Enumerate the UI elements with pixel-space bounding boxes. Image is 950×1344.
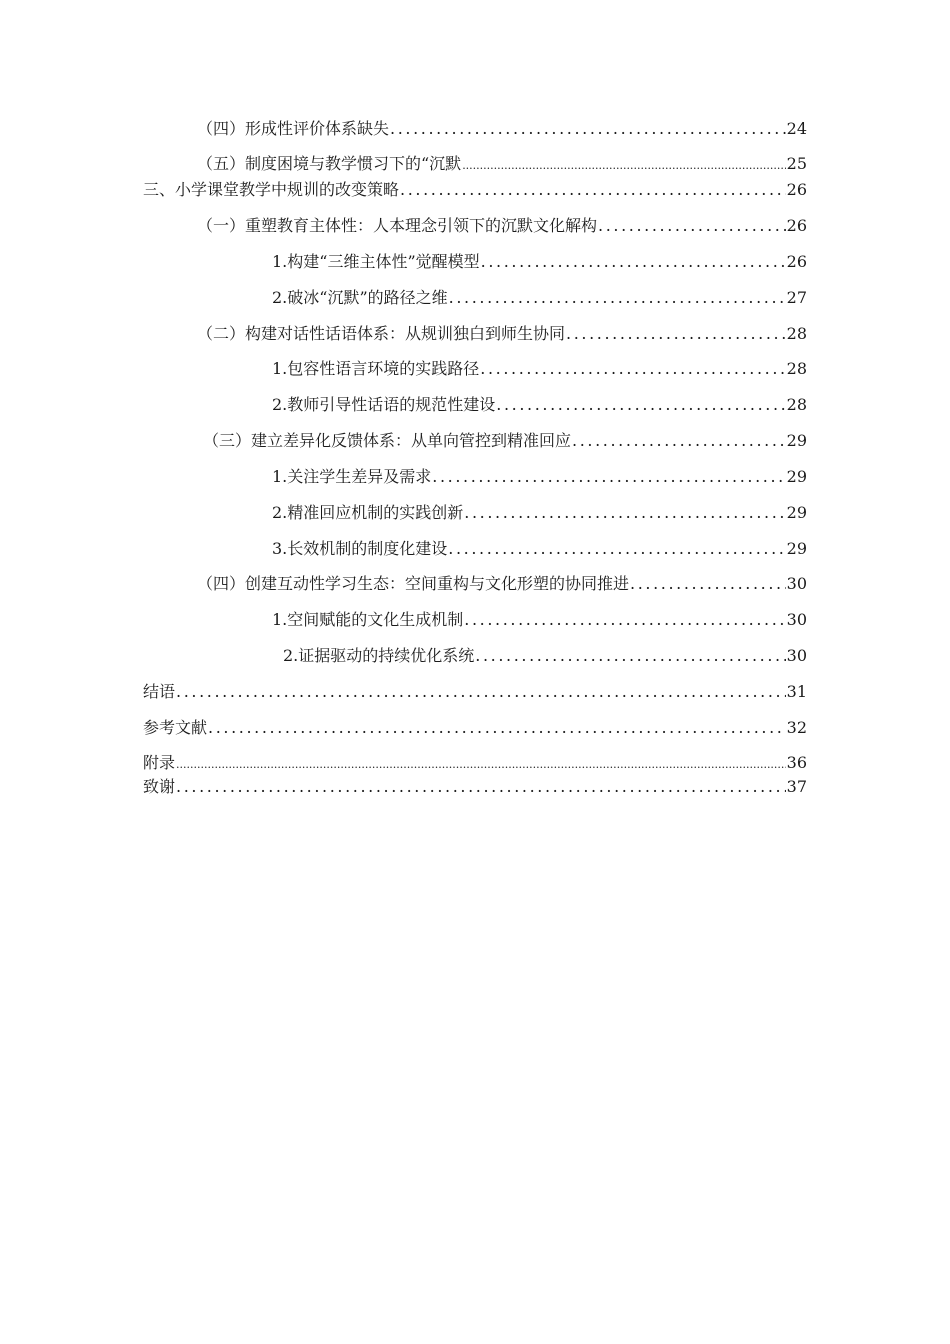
toc-entry[interactable]: [272, 538, 807, 560]
toc-entry-title: 1.构建“三维主体性”觉醒模型: [272, 252, 480, 271]
toc-entry-page: 37: [786, 777, 807, 796]
toc-dot-leader: [208, 717, 786, 739]
toc-entry-page: 30: [786, 646, 807, 665]
toc-entry-title: 2.破冰“沉默”的路径之维: [272, 288, 448, 307]
toc-entry-page: 27: [786, 288, 807, 307]
toc-dot-leader: [572, 430, 786, 452]
toc-entry[interactable]: [143, 179, 807, 201]
toc-entry-title: 2.教师引导性话语的规范性建设: [272, 395, 496, 414]
toc-dot-leader: [400, 179, 786, 201]
toc-entry[interactable]: [143, 681, 807, 703]
toc-entry[interactable]: [283, 645, 807, 667]
toc-entry[interactable]: [272, 358, 807, 380]
toc-entry-title: 3.长效机制的制度化建设: [272, 539, 448, 558]
toc-entry-page: 28: [786, 359, 807, 378]
toc-entry-title: 参考文献: [143, 718, 208, 737]
toc-entry-page: 26: [786, 180, 807, 199]
toc-entry-title: （五）制度困境与教学惯习下的“沉默: [197, 154, 462, 173]
toc-dot-leader: [449, 287, 786, 309]
toc-entry-page: 28: [786, 395, 807, 414]
toc-dot-leader: [176, 681, 786, 703]
toc-entry[interactable]: [272, 609, 807, 631]
toc-dot-leader: [448, 538, 785, 560]
toc-entry[interactable]: [143, 752, 807, 774]
toc-entry-page: 32: [786, 718, 807, 737]
toc-entry-title: （一）重塑教育主体性：人本理念引领下的沉默文化解构: [197, 216, 598, 235]
toc-entry-page: 29: [786, 539, 807, 558]
toc-dot-leader: [390, 118, 786, 140]
toc-dot-leader: [496, 394, 785, 416]
toc-entry-title: 三、小学课堂教学中规训的改变策略: [143, 180, 400, 199]
toc-dot-leader: [630, 573, 786, 595]
toc-entry-title: 致谢: [143, 777, 176, 796]
toc-entry-page: 30: [786, 574, 807, 593]
toc-dot-leader: [464, 502, 785, 524]
toc-entry-page: 29: [786, 503, 807, 522]
toc-entry-title: （二）构建对话性话语体系：从规训独白到师生协同: [197, 324, 566, 343]
toc-dot-leader: [176, 754, 786, 776]
toc-dot-leader: [480, 358, 785, 380]
toc-entry[interactable]: [197, 573, 807, 595]
toc-dot-leader: [462, 155, 785, 177]
toc-entry-page: 28: [786, 324, 807, 343]
toc-entry-title: 2.证据驱动的持续优化系统: [283, 646, 475, 665]
toc-entry-page: 31: [786, 682, 807, 701]
toc-dot-leader: [176, 776, 786, 798]
toc-entry-page: 26: [786, 252, 807, 271]
toc-entry-title: 附录: [143, 753, 176, 772]
toc-entry-page: 26: [786, 216, 807, 235]
toc-entry[interactable]: [272, 466, 807, 488]
toc-entry[interactable]: [272, 394, 807, 416]
toc-entry[interactable]: [197, 215, 807, 237]
toc-entry-page: 30: [786, 610, 807, 629]
toc-entry-page: 36: [786, 753, 807, 772]
toc-entry[interactable]: [272, 251, 807, 273]
toc-entry-title: （四）创建互动性学习生态：空间重构与文化形塑的协同推进: [197, 574, 630, 593]
toc-dot-leader: [475, 645, 785, 667]
toc-entry-title: （四）形成性评价体系缺失: [197, 119, 390, 138]
toc-entry[interactable]: [197, 153, 807, 175]
toc-entry-title: 2.精准回应机制的实践创新: [272, 503, 464, 522]
toc-entry[interactable]: [203, 430, 807, 452]
toc-dot-leader: [598, 215, 786, 237]
toc-entry-page: 29: [786, 431, 807, 450]
toc-entry-title: 1.关注学生差异及需求: [272, 467, 432, 486]
toc-entry[interactable]: [272, 287, 807, 309]
toc-entry[interactable]: [197, 118, 807, 140]
toc-entry-title: （三）建立差异化反馈体系：从单向管控到精准回应: [203, 431, 572, 450]
toc-entry[interactable]: [272, 502, 807, 524]
toc-entry[interactable]: [197, 323, 807, 345]
toc-entry[interactable]: [143, 717, 807, 739]
toc-entry-page: 25: [786, 154, 807, 173]
toc-entry-page: 24: [786, 119, 807, 138]
toc-dot-leader: [464, 609, 785, 631]
toc-entry-title: 1.空间赋能的文化生成机制: [272, 610, 464, 629]
toc-dot-leader: [432, 466, 785, 488]
toc-entry-title: 结语: [143, 682, 176, 701]
toc-dot-leader: [481, 251, 786, 273]
toc-dot-leader: [566, 323, 786, 345]
toc-entry-title: 1.包容性语言环境的实践路径: [272, 359, 480, 378]
toc-entry[interactable]: [143, 776, 807, 798]
toc-entry-page: 29: [786, 467, 807, 486]
